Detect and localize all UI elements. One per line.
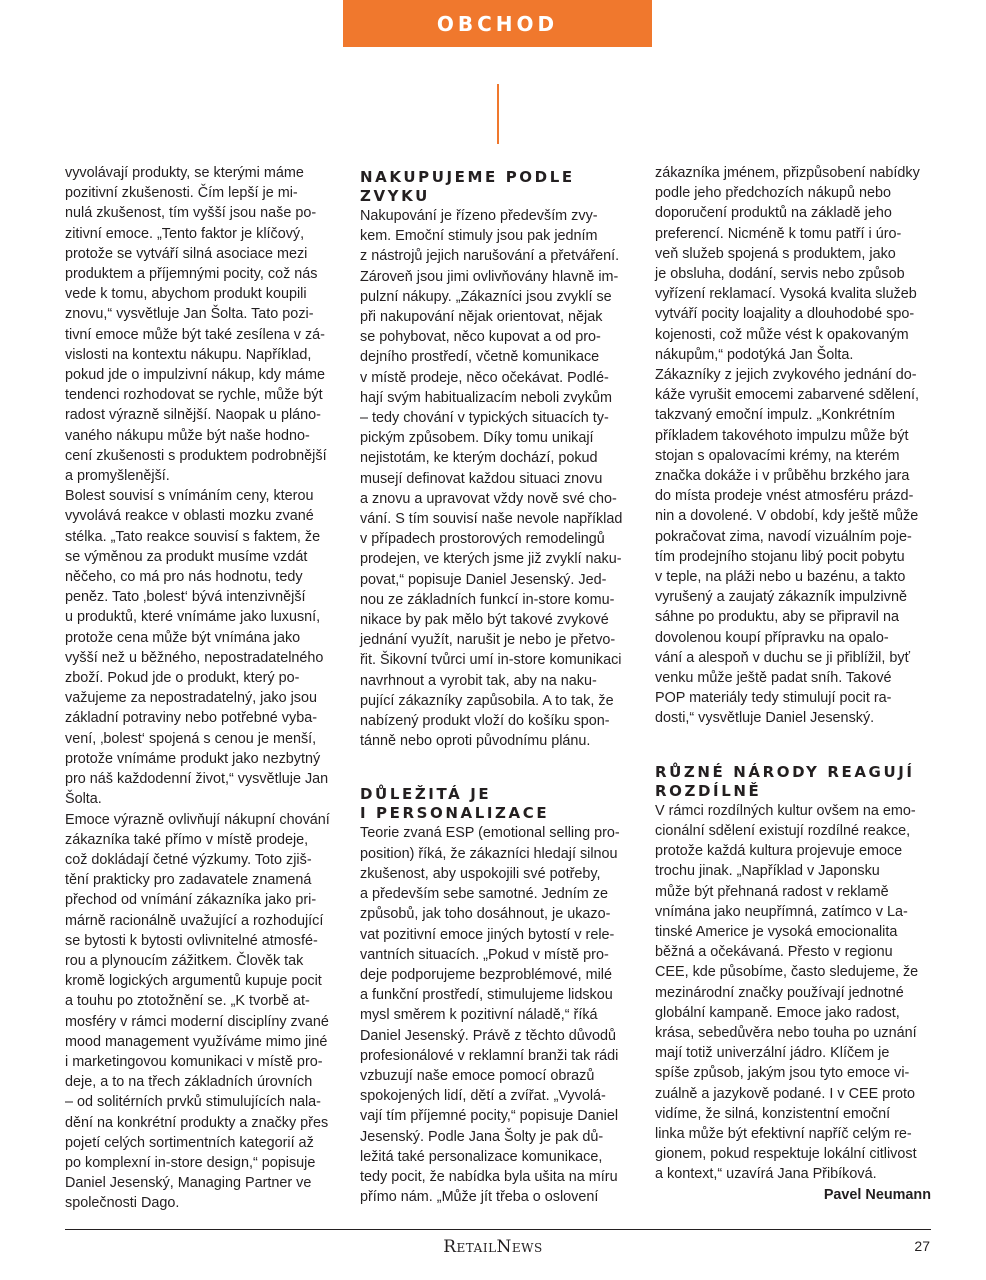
article-column-2	[360, 163, 636, 1207]
paragraph: zákazníka jménem, přizpůsobení nabídky podle jeho předchozích nákupů nebo doporučení produktů na základě jeho preferencí. Nicméně k tomu patří i úro- veň služeb spojená s produktem, jako je obsluha, dodání, servis nebo způsob vyřízení reklamací. Vysoká kvalita služeb vytváří pocity loajality a dlouhodobé spo- kojenosti, což může vést k opakovaným nákupům,“ podotýká Jan Šolta.	[655, 165, 920, 363]
section-title: OBCHOD	[436, 11, 559, 36]
subheading: DŮLEŽITÁ JE I PERSONALIZACE	[360, 785, 550, 823]
page-number: 27	[914, 1238, 930, 1254]
magazine-masthead: RetailNews	[443, 1237, 543, 1257]
section-header-tab	[343, 0, 652, 47]
paragraph: Teorie zvaná ESP (emotional selling pro- position) říká, že zákazníci hledají silnou zkušenost, aby uspokojili své potřeby, a především sebe samotné. Jedním ze způsobů, jak toho dosáhnout, je ukazo- vat pozitivní emoce jiných bytostí v rele- vantních situacích. „Pokud v místě pro- deje podporujeme bezproblémové, milé a funkční prostředí, stimulujeme lidskou mysl směrem k pozitivní náladě,“ říká Daniel Jesenský. Právě z těchto důvodů profesionálové v reklamní branži tak rádi vzbuzují naše emoce pomocí obrazů spokojených lidí, dětí a zvířat. „Vyvolá- vají tím příjemné pocity,“ popisuje Daniel Jesenský. Podle Jana Šolty je pak dů- ležitá také personalizace komunikace, tedy pocit, že nabídka byla ušita na míru přímo nám. „Může jít třeba o oslovení	[360, 825, 620, 1206]
article-column-1	[65, 163, 341, 1214]
paragraph: Nakupování je řízeno především zvy- kem. Emoční stimuly jsou pak jedním z nástrojů jejich narušování a přetváření. Zároveň jsou jimi ovlivňovány hlavně im- pulzní nákupy. „Zákazníci jsou zvyklí se při nakupování nějak orientovat, nějak se pohybovat, něco kupovat a od pro- dejního prostředí, včetně komunikace v místě prodeje, něco očekávat. Podlé- hají svým habitualizacím neboli zvykům – tedy chování v typických situacích ty- pickým způsobem. Díky tomu unikají nejistotám, ke kterým dochází, pokud musejí definovat každou situaci znovu a znovu a upravovat vždy nově své cho- vání. S tím souvisí naše nevole například v případech prostorových remodelingů prodejen, ve kterých jsme již zvyklí naku- povat,“ popisuje Daniel Jesenský. Jed- nou ze základních funkcí in-store komu- nikace by pak mělo být takové zvykové jednání využít, narušit je nebo je přetvo- řit. Šikovní tvůrci umí in-store komunikaci navrhnout a vyrobit tak, aby na naku- pující zákazníky zapůsobila. A to tak, že nabízený produkt vloží do košíku spon- tánně nebo oproti původnímu plánu.	[360, 208, 623, 750]
paragraph: Emoce výrazně ovlivňují nákupní chování zákazníka také přímo v místě prodeje, což dokládají četné výzkumy. Toto zjiš- tění prakticky pro zadavatele znamená přechod od vnímání zákazníka jako pri- márně racionálně uvažující a rozhodující se bytosti k bytosti ovlivnitelné atmosfé- rou a plynoucím zážitkem. Člověk tak kromě logických argumentů kupuje pocit a touhu po ztotožnění se. „K tvorbě at- mosféry v rámci moderní disciplíny zvané mood management využíváme mimo jiné i marketingovou komunikaci v místě pro- deje, a to na třech základních úrovních – od solitérních prvků stimulujících nala- dění na konkrétní produkty a značky přes pojetí celých sortimentních kategorií až po komplexní in-store design,“ popisuje Daniel Jesenský, Managing Partner ve společnosti Dago.	[65, 811, 330, 1212]
accent-divider	[497, 84, 499, 144]
article-column-3	[655, 163, 931, 1205]
subheading: NAKUPUJEME PODLE ZVYKU	[360, 168, 575, 205]
footer-divider	[65, 1229, 931, 1230]
subheading: RŮZNÉ NÁRODY REAGUJÍ ROZDÍLNĚ	[655, 762, 915, 800]
author-byline: Pavel Neumann	[823, 1186, 931, 1203]
paragraph: V rámci rozdílných kultur ovšem na emo- cionální sdělení existují rozdílné reakce, protože každá kultura projevuje emoce trochu jinak. „Například v Japonsku může být přehnaná radost v reklamě vnímána jako neupřímná, zatímco v La- tinské Americe je vysoká emocionalita běžná a očekávaná. Přesto v regionu CEE, kde působíme, často sledujeme, že mezinárodní značky používají jednotné globální kampaně. Emoce jako radost, krása, sebedůvěra nebo touha po uznání mají totiž univerzální jádro. Klíčem je spíše způsob, jakým jsou tyto emoce vi- zuálně a jazykově podané. I v CEE proto vidíme, že silná, konzistentní emoční linka může být efektivní napříč celým re- gionem, pokud respektuje lokální citlivost a kontext,“ uzavírá Jana Přibíková.	[655, 802, 919, 1183]
paragraph: vyvolávají produkty, se kterými máme pozitivní zkušenosti. Čím lepší je mi- nulá zkušenost, tím vyšší jsou naše po- zitivní emoce. „Tento faktor je klíčový, protože se vytváří silná asociace mezi produktem a příjemnými pocity, což nás vede k tomu, abychom produkt koupili znovu,“ vysvětluje Jan Šolta. Tato pozi- tivní emoce může být také zesílena v zá- vislosti na kontextu nákupu. Například, pokud jde o impulzivní nákup, kdy máme tendenci rozhodovat se rychle, může být radost výrazně silnější. Naopak u pláno- vaného nákupu může být naše hodno- cení zkušenosti s produktem podrobnější a promyšlenější.	[65, 165, 327, 485]
paragraph: Bolest souvisí s vnímáním ceny, kterou vyvolává reakce v oblasti mozku zvané stélka. „Tato reakce souvisí s faktem, že se výměnou za produkt musíme vzdát něčeho, co má pro nás hodnotu, tedy peněz. Tato ‚bolest‘ bývá intenzivnější u produktů, které vnímáme jako luxusní, protože cena může být vnímána jako vyšší než u běžného, nepostradatelného zboží. Pokud jde o produkt, který po- važujeme za nepostradatelný, jako jsou základní potraviny nebo potřebné vyba- vení, ‚bolest‘ spojená s cenou je menší, protože vnímáme produkt jako nezbytný pro náš každodenní život,“ vysvětluje Jan Šolta.	[65, 488, 329, 808]
paragraph: Zákazníky z jejich zvykového jednání do- káže vyrušit emocemi zabarvené sdělení, takzvaný emoční impulz. „Konkrétním příkladem takovéhoto impulzu může být stojan s opalovacími krémy, na kterém značka dokáže i v průběhu brzkého jara do místa prodeje vnést atmosféru prázd- nin a dovolené. V období, kdy ještě může pokračovat zima, navodí vizuálním poje- tím prodejního stojanu libý pocit pobytu v teple, na pláži nebo u bazénu, a takto vyrušený a zaujatý zákazník impulzivně sáhne po produktu, aby se připravil na dovolenou koupí přípravku na opalo- vání a alespoň v duchu se ji přiblížil, byť venku může ještě padat sníh. Takové POP materiály tedy stimulují pocit ra- dosti,“ vysvětluje Daniel Jesenský.	[655, 367, 919, 727]
